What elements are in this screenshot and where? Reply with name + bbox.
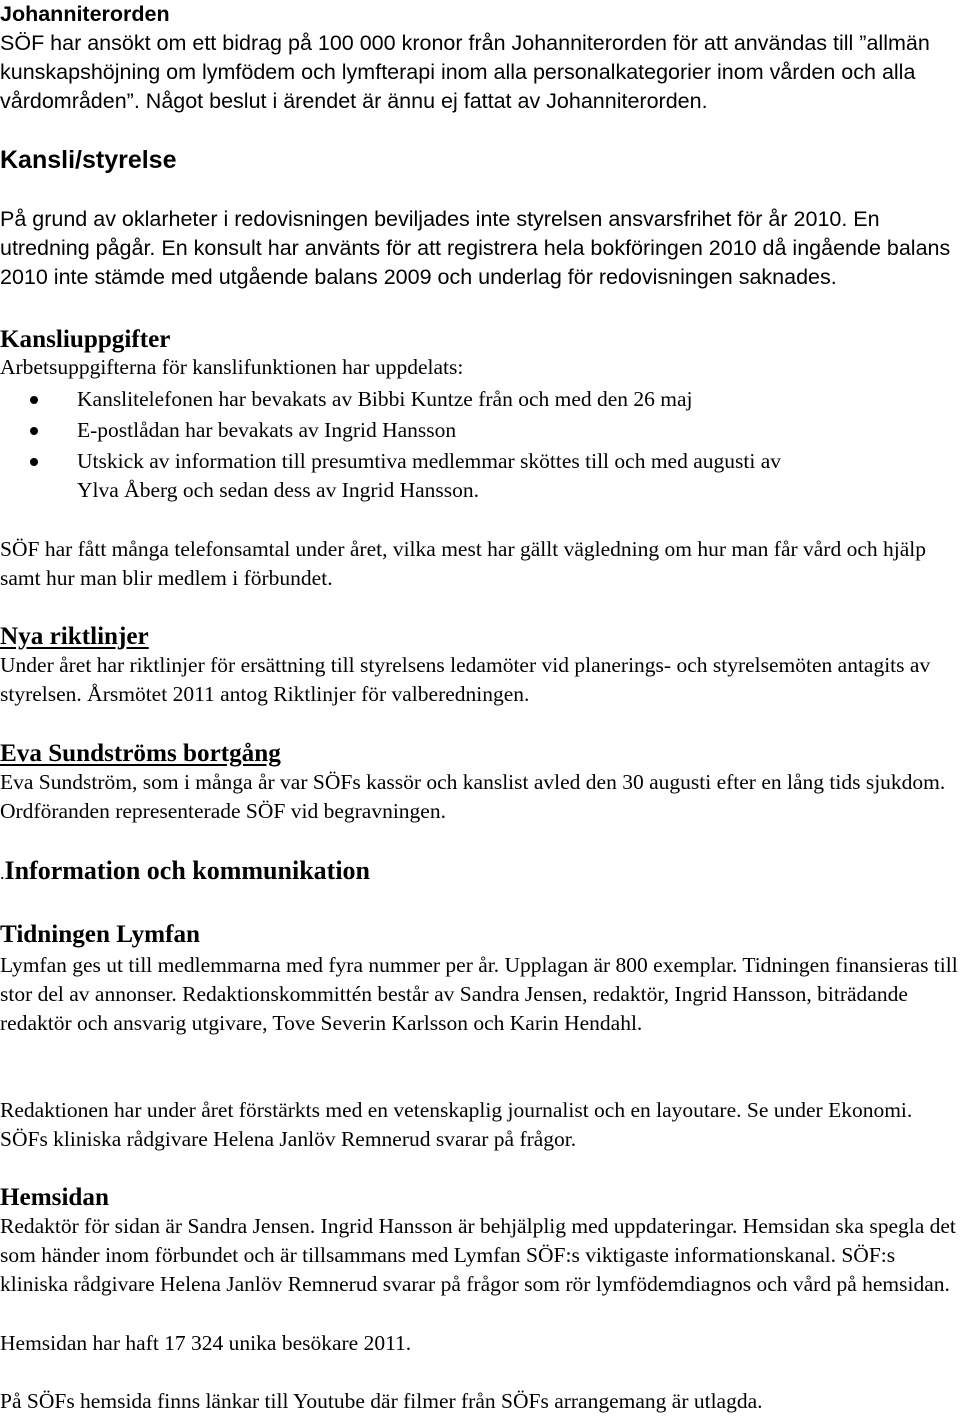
section-heading-tidningen-lymfan: Tidningen Lymfan <box>0 921 201 948</box>
bullet-item <box>0 447 958 505</box>
paragraph-besokare: Hemsidan har haft 17 324 unika besökare 2011. <box>0 1331 412 1355</box>
paragraph-kansli-styrelse: På grund av oklarheter i redovisningen beviljades inte styrelsen ansvarsfrihet för år 2010. En utredning pågår. En konsult har använts för att registrera hela bokföringen 2010 då ingående balans 2010 inte stämde med utgående balans 2009 och underlag för redovisningen saknades. <box>0 207 951 289</box>
section-heading-hemsidan: Hemsidan <box>0 1184 109 1211</box>
section-heading-johanniterorden: Johanniterorden <box>0 2 170 26</box>
section-heading-kansliuppgifter: Kansliuppgifter <box>0 326 171 353</box>
paragraph-nya-riktlinjer: Under året har riktlinjer för ersättning till styrelsens ledamöter vid planerings- och styrelsemöten antagits av styrelsen. Årsmötet 2011 antog Riktlinjer för valberedningen. <box>0 653 931 706</box>
paragraph-hemsidan: Redaktör för sidan är Sandra Jensen. Ingrid Hansson är behjälplig med uppdateringar. Hemsidan ska spegla det som händer inom förbundet och är tillsammans med Lymfan SÖF:s viktigaste informationskanal. SÖF:s kliniska rådgivare Helena Janlöv Remnerud svarar på frågor som rör lymfödemdiagnos och vård på hemsidan. <box>0 1214 956 1296</box>
bullet-icon <box>30 427 38 435</box>
bullet-icon <box>30 396 38 404</box>
section-heading-information <box>0 856 958 888</box>
section-heading-eva-sundstrom: Eva Sundströms bortgång <box>0 740 281 767</box>
bullet-text: Ylva Åberg och sedan dess av Ingrid Hansson. <box>77 478 480 502</box>
bullet-text: Utskick av information till presumtiva medlemmar sköttes till och med augusti av <box>77 449 781 473</box>
paragraph-redaktionen: Redaktionen har under året förstärkts med en vetenskaplig journalist och en layoutare. Se under Ekonomi. SÖFs kliniska rådgivare Helena Janlöv Remnerud svarar på frågor. <box>0 1098 913 1151</box>
section-heading-kansli-styrelse: Kansli/styrelse <box>0 146 177 174</box>
bullet-item <box>0 385 958 414</box>
paragraph-kansliuppgifter-intro: Arbetsuppgifterna för kanslifunktionen har uppdelats: <box>0 355 464 379</box>
paragraph-eva-sundstrom: Eva Sundström, som i många år var SÖFs kassör och kanslist avled den 30 augusti efter en lång tids sjukdom. Ordföranden representerade SÖF vid begravningen. <box>0 770 946 823</box>
section-heading-nya-riktlinjer: Nya riktlinjer <box>0 623 149 650</box>
heading-prefix: . <box>0 863 5 883</box>
bullet-icon <box>30 458 38 466</box>
paragraph-telefonsamtal: SÖF har fått många telefonsamtal under året, vilka mest har gällt vägledning om hur man får vård och hjälp samt hur man blir medlem i förbundet. <box>0 537 927 590</box>
bullet-text: E-postlådan har bevakats av Ingrid Hansson <box>77 418 457 442</box>
paragraph-johanniterorden: SÖF har ansökt om ett bidrag på 100 000 kronor från Johanniterorden för att användas till ”allmän kunskapshöjning om lymfödem och lymfterapi inom alla personalkategorier inom vården och alla vårdområden”. Något beslut i ärendet är ännu ej fattat av Johanniterorden. <box>0 31 930 113</box>
bullet-text: Kanslitelefonen har bevakats av Bibbi Kuntze från och med den 26 maj <box>77 387 693 411</box>
heading-text: Information och kommunikation <box>4 856 370 885</box>
paragraph-youtube: På SÖFs hemsida finns länkar till Youtube där filmer från SÖFs arrangemang är utlagda. <box>0 1389 763 1413</box>
bullet-item <box>0 416 958 445</box>
paragraph-lymfan: Lymfan ges ut till medlemmarna med fyra nummer per år. Upplagan är 800 exemplar. Tidningen finansieras till stor del av annonser. Redaktionskommittén består av Sandra Jensen, redaktör, Ingrid Hansson, biträdande redaktör och ansvarig utgivare, Tove Severin Karlsson och Karin Hendahl. <box>0 953 958 1035</box>
